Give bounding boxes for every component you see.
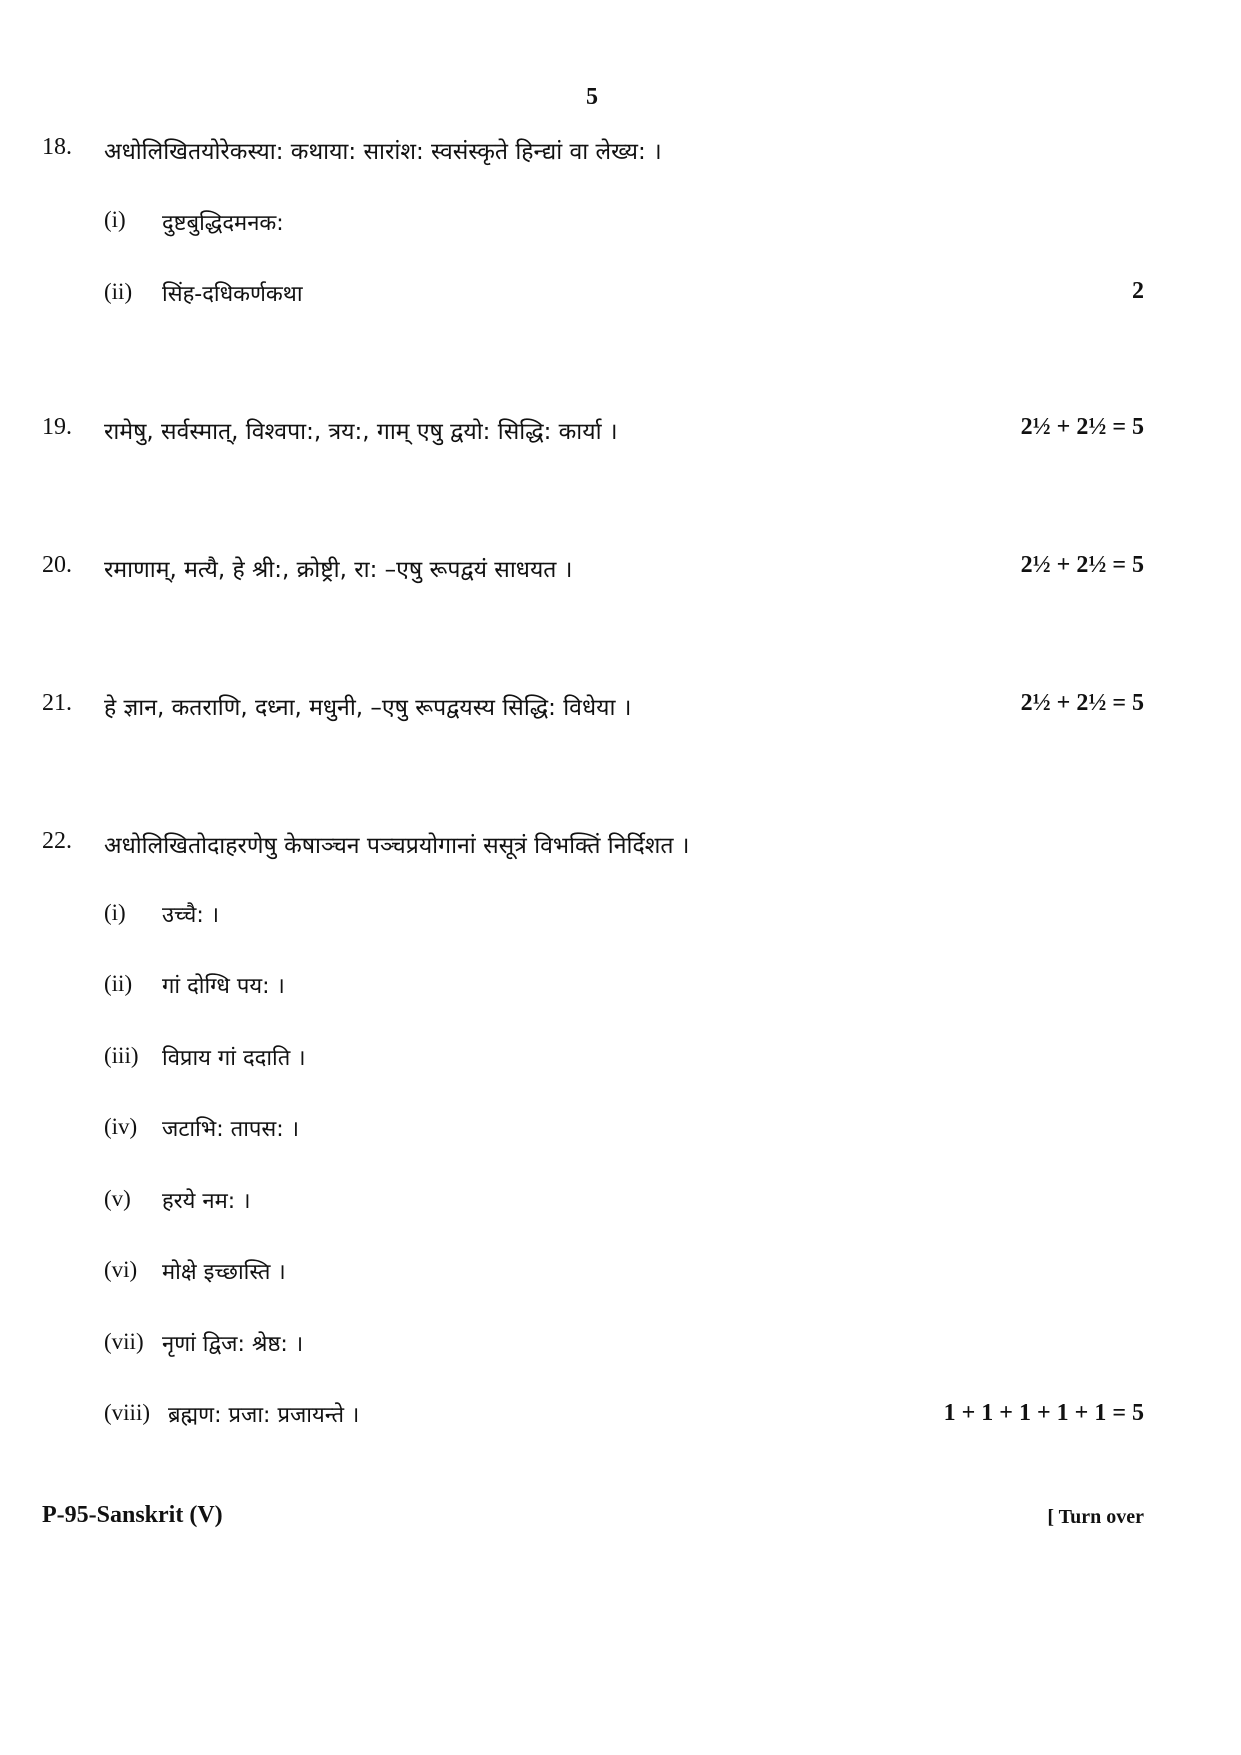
turn-over-label: [ Turn over	[1047, 1506, 1144, 1528]
question-marks: 1 + 1 + 1 + 1 + 1 = 5	[943, 1400, 1144, 1426]
subitem-text: उच्चै: ।	[162, 903, 220, 928]
subitem-label: (i)	[104, 900, 126, 925]
question-text: रमाणाम्, मत्यै, हे श्री:, क्रोष्ट्री, रा: –एषु रूपद्वयं साधयत ।	[104, 557, 573, 583]
subitem-label: (iv)	[104, 1114, 138, 1139]
question-number: 22.	[42, 828, 72, 854]
subitem-label: (vii)	[104, 1329, 144, 1354]
subitem-label: (i)	[104, 207, 126, 232]
subitem-text: सिंह-दधिकर्णकथा	[162, 282, 303, 307]
question-text: अधोलिखितयोरेकस्या: कथाया: सारांश: स्वसंस्कृते हिन्द्यां वा लेख्य: ।	[104, 139, 662, 165]
question-marks: 2	[1132, 278, 1144, 304]
question-text: रामेषु, सर्वस्मात्, विश्वपा:, त्रय:, गाम् एषु द्वयो: सिद्धि: कार्या ।	[104, 419, 618, 445]
paper-code: P-95-Sanskrit (V)	[42, 1502, 223, 1528]
subitem-text: ब्रह्मण: प्रजा: प्रजायन्ते ।	[168, 1403, 360, 1428]
question-number: 19.	[42, 414, 72, 440]
question-number: 20.	[42, 552, 72, 578]
subitem-text: जटाभि: तापस: ।	[162, 1117, 300, 1142]
page-number: 5	[586, 84, 598, 110]
subitem-label: (vi)	[104, 1257, 138, 1282]
subitem-text: हरये नम: ।	[162, 1189, 251, 1214]
question-marks: 2½ + 2½ = 5	[1020, 414, 1144, 440]
subitem-text: दुष्टबुद्धिदमनक:	[162, 211, 284, 236]
question-marks: 2½ + 2½ = 5	[1020, 690, 1144, 716]
question-text: हे ज्ञान, कतराणि, दध्ना, मधुनी, –एषु रूपद्वयस्य सिद्धि: विधेया ।	[104, 695, 632, 721]
subitem-text: मोक्षे इच्छास्ति ।	[162, 1260, 286, 1285]
subitem-text: नृणां द्विज: श्रेष्ठ: ।	[162, 1332, 304, 1357]
subitem-label: (ii)	[104, 971, 133, 996]
subitem-label: (ii)	[104, 279, 133, 304]
subitem-label: (iii)	[104, 1043, 139, 1068]
question-marks: 2½ + 2½ = 5	[1020, 552, 1144, 578]
subitem-label: (v)	[104, 1186, 131, 1211]
question-text: अधोलिखितोदाहरणेषु केषाञ्चन पञ्चप्रयोगानां ससूत्रं विभक्तिं निर्दिशत ।	[104, 833, 690, 859]
subitem-text: गां दोग्धि पय: ।	[162, 974, 285, 999]
question-number: 21.	[42, 690, 72, 716]
subitem-label: (viii)	[104, 1400, 150, 1425]
question-number: 18.	[42, 134, 72, 160]
subitem-text: विप्राय गां ददाति ।	[162, 1046, 306, 1071]
